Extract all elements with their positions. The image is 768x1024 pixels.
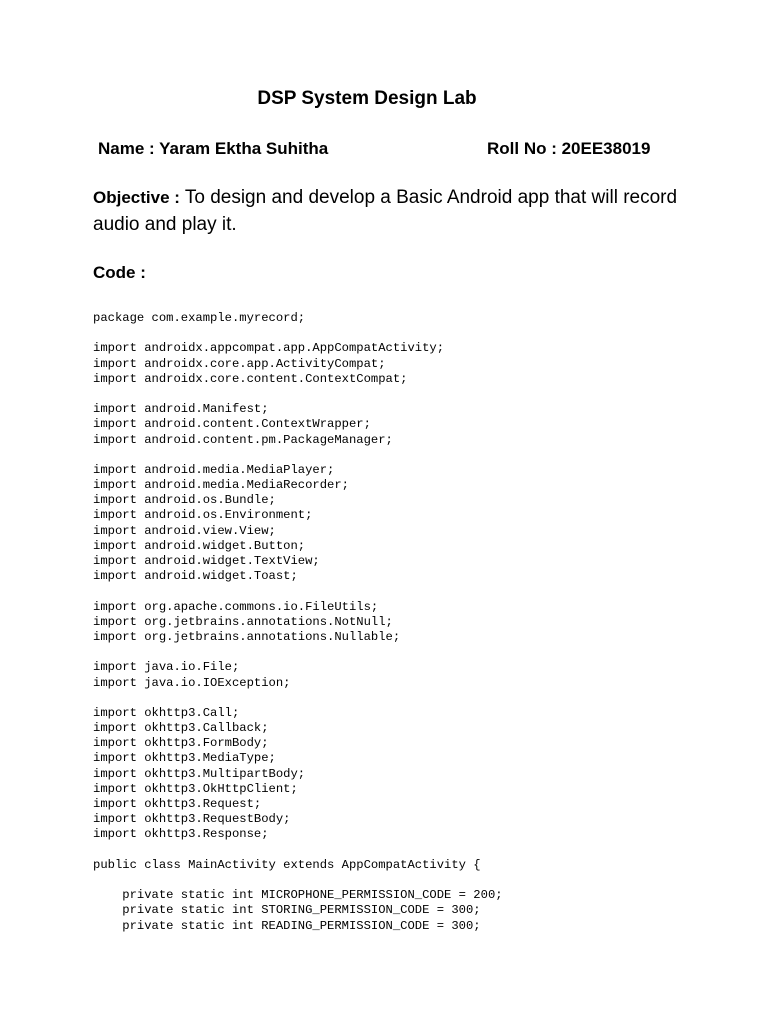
code-line: private static int READING_PERMISSION_CODE = 300; — [93, 918, 481, 933]
code-line — [93, 326, 713, 341]
student-name: Name : Yaram Ektha Suhitha — [98, 139, 329, 158]
code-line — [93, 387, 713, 402]
code-line: import androidx.appcompat.app.AppCompatActivity; — [93, 341, 445, 356]
code-line: import okhttp3.Response; — [93, 827, 269, 842]
code-line: import android.media.MediaPlayer; — [93, 462, 335, 477]
code-line: import java.io.File; — [93, 660, 240, 675]
objective-paragraph — [93, 184, 693, 238]
code-line — [93, 843, 713, 858]
code-line — [93, 691, 713, 706]
objective-text: To design and develop a Basic Android app that will record audio and play it. — [93, 187, 678, 235]
objective-label: Objective : — [93, 188, 180, 207]
code-line: import android.widget.TextView; — [93, 554, 320, 568]
code-line: private static int STORING_PERMISSION_CODE = 300; — [93, 903, 481, 918]
code-line: import org.jetbrains.annotations.NotNull; — [93, 614, 393, 629]
code-line: import okhttp3.FormBody; — [93, 736, 269, 751]
code-line — [93, 873, 713, 888]
code-line: import android.view.View; — [93, 523, 276, 538]
code-line: import android.widget.Button; — [93, 538, 306, 553]
document-title: DSP System Design Lab — [257, 88, 477, 109]
code-line: import okhttp3.RequestBody; — [93, 812, 291, 827]
code-line: import androidx.core.content.ContextCompat; — [93, 371, 408, 386]
code-line: import android.content.pm.PackageManager; — [93, 432, 393, 447]
code-line: import org.jetbrains.annotations.Nullable; — [93, 629, 401, 644]
code-line: import java.io.IOException; — [93, 675, 291, 690]
code-line: import android.content.ContextWrapper; — [93, 417, 371, 432]
code-line: package com.example.myrecord; — [93, 311, 306, 325]
code-line — [93, 448, 713, 463]
code-line: import okhttp3.Call; — [93, 705, 240, 720]
code-line: import android.widget.Toast; — [93, 569, 298, 584]
code-block — [93, 311, 713, 934]
code-line: import android.media.MediaRecorder; — [93, 478, 349, 493]
code-line — [93, 584, 713, 599]
code-line: private static int MICROPHONE_PERMISSION_CODE = 200; — [93, 888, 503, 903]
code-line: import okhttp3.MultipartBody; — [93, 766, 306, 781]
code-heading: Code : — [93, 263, 146, 282]
code-line: import okhttp3.OkHttpClient; — [93, 781, 298, 796]
code-line: import okhttp3.Request; — [93, 797, 262, 811]
code-line: import android.Manifest; — [93, 402, 269, 417]
code-line: import androidx.core.app.ActivityCompat; — [93, 356, 386, 371]
code-line: import okhttp3.MediaType; — [93, 751, 276, 766]
code-line: import android.os.Bundle; — [93, 493, 276, 508]
code-line: public class MainActivity extends AppCompatActivity { — [93, 857, 481, 872]
code-line: import org.apache.commons.io.FileUtils; — [93, 599, 379, 614]
roll-number: Roll No : 20EE38019 — [487, 139, 651, 158]
code-line: import okhttp3.Callback; — [93, 721, 269, 736]
code-line — [93, 645, 713, 660]
code-line: import android.os.Environment; — [93, 508, 313, 523]
